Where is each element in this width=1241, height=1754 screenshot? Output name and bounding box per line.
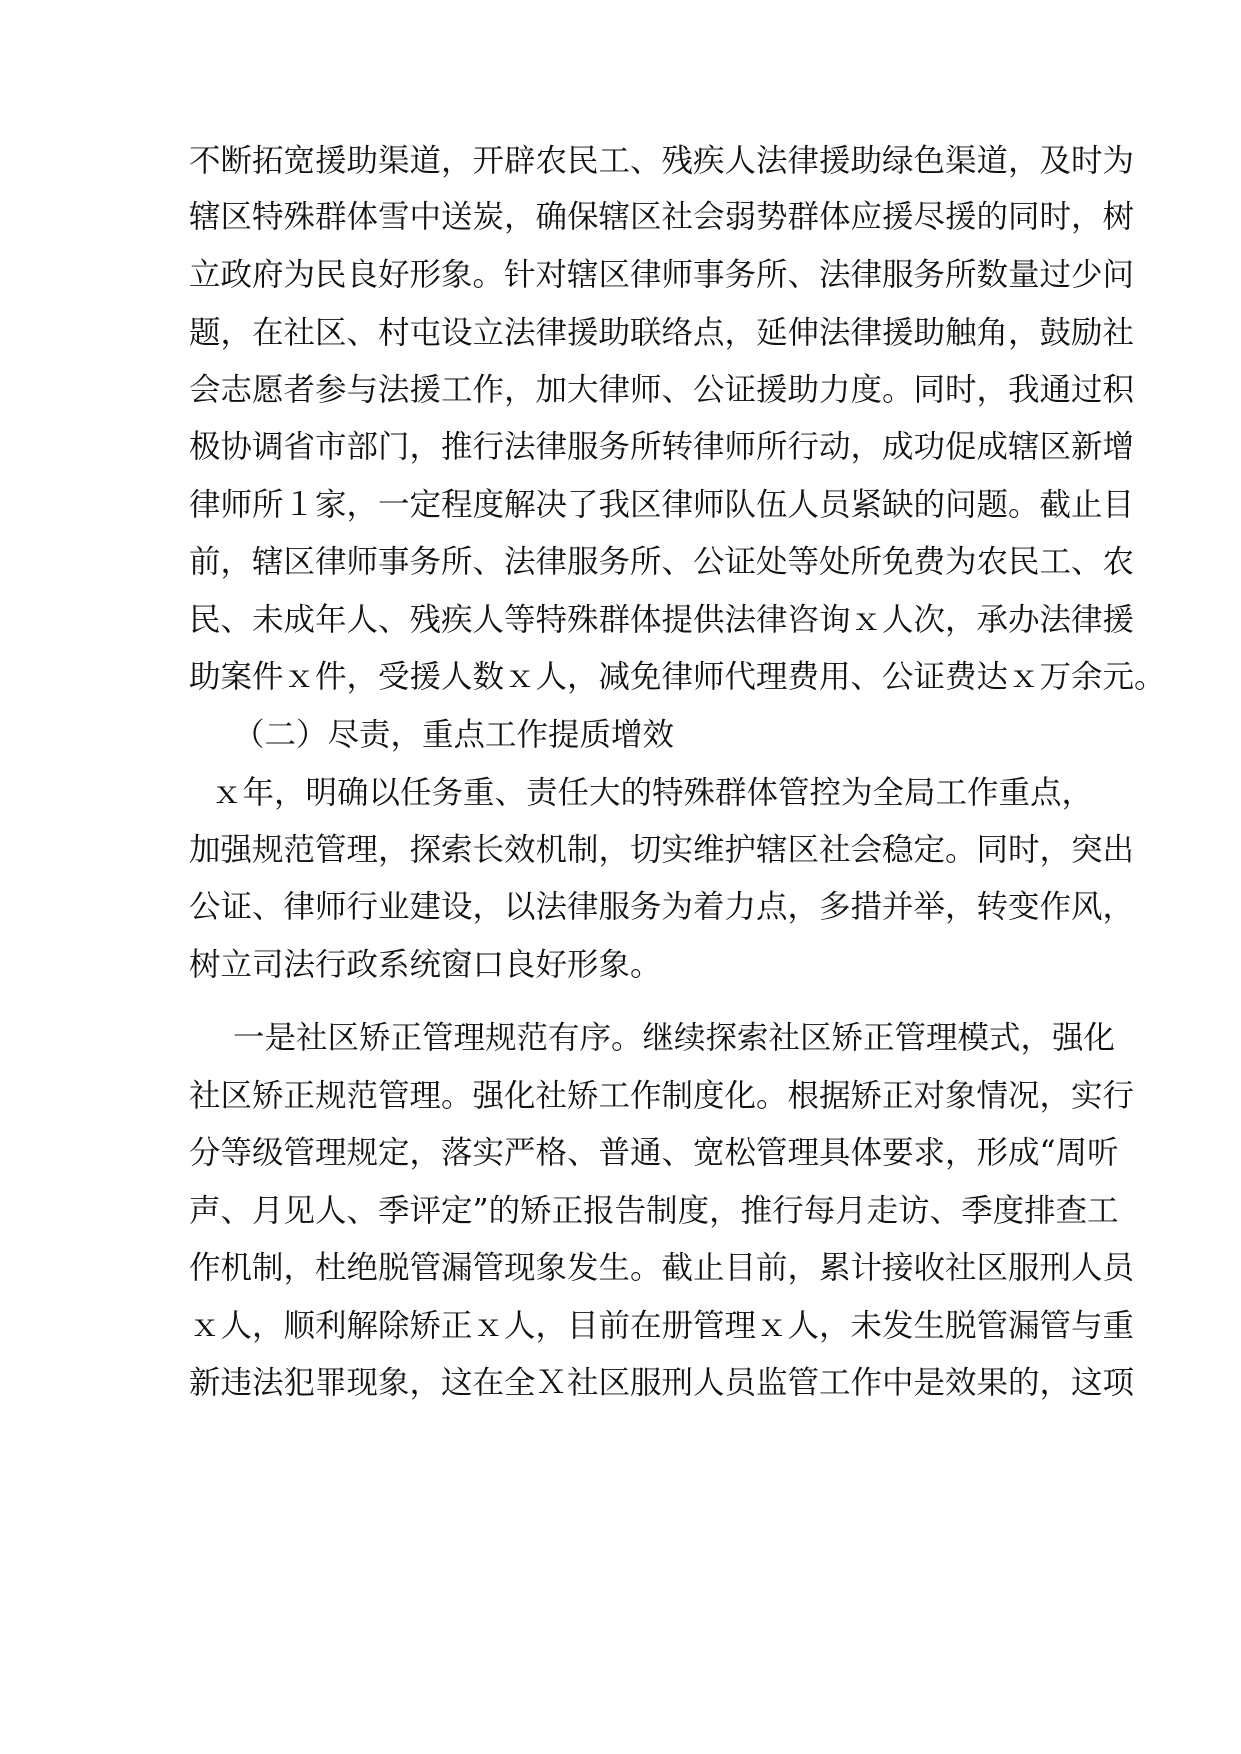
text-line: 辖区特殊群体雪中送炭，确保辖区社会弱势群体应援尽援的同时，树 [189,199,1135,235]
document-page [189,0,1166,1754]
text-line: 公证、律师行业建设，以法律服务为着力点，多措并举，转变作风， [189,889,1135,925]
text-line: ｘ人，顺利解除矫正ｘ人，目前在册管理ｘ人，未发生脱管漏管与重 [189,1308,1135,1344]
text-line: ｘ年，明确以任务重、责任大的特殊群体管控为全局工作重点， [211,775,1094,811]
text-line: 律师所１家，一定程度解决了我区律师队伍人员紧缺的问题。截止目 [189,487,1135,523]
text-line: 作机制，杜绝脱管漏管现象发生。截止目前，累计接收社区服刑人员 [189,1250,1135,1286]
text-line: 分等级管理规定，落实严格、普通、宽松管理具体要求，形成“周听 [189,1135,1119,1171]
text-line: 题，在社区、村屯设立法律援助联络点，延伸法律援助触角，鼓励社 [189,315,1135,351]
text-line: 极协调省市部门，推行法律服务所转律师所行动，成功促成辖区新增 [189,429,1135,465]
text-line: 一是社区矫正管理规范有序。继续探索社区矫正管理模式，强化 [233,1020,1116,1056]
text-line: 树立司法行政系统窗口良好形象。 [189,947,662,983]
text-line: 助案件ｘ件，受援人数ｘ人，减免律师代理费用、公证费达ｘ万余元。 [189,659,1166,695]
text-line: 社区矫正规范管理。强化社矫工作制度化。根据矫正对象情况，实行 [189,1078,1135,1114]
text-line: 立政府为民良好形象。针对辖区律师事务所、法律服务所数量过少问 [189,257,1135,293]
text-line: 加强规范管理，探索长效机制，切实维护辖区社会稳定。同时，突出 [189,832,1135,868]
text-line: 前，辖区律师事务所、法律服务所、公证处等处所免费为农民工、农 [189,544,1135,580]
text-line: 声、月见人、季评定”的矫正报告制度，推行每月走访、季度排查工 [189,1193,1119,1229]
text-line: 民、未成年人、残疾人等特殊群体提供法律咨询ｘ人次，承办法律援 [189,602,1135,638]
text-line: 会志愿者参与法援工作，加大律师、公证援助力度。同时，我通过积 [189,372,1135,408]
text-line: 新违法犯罪现象，这在全Ｘ社区服刑人员监管工作中是效果的，这项 [189,1365,1135,1401]
section-heading: （二）尽责，重点工作提质增效 [233,717,675,753]
text-line: 不断拓宽援助渠道，开辟农民工、残疾人法律援助绿色渠道，及时为 [189,143,1135,179]
